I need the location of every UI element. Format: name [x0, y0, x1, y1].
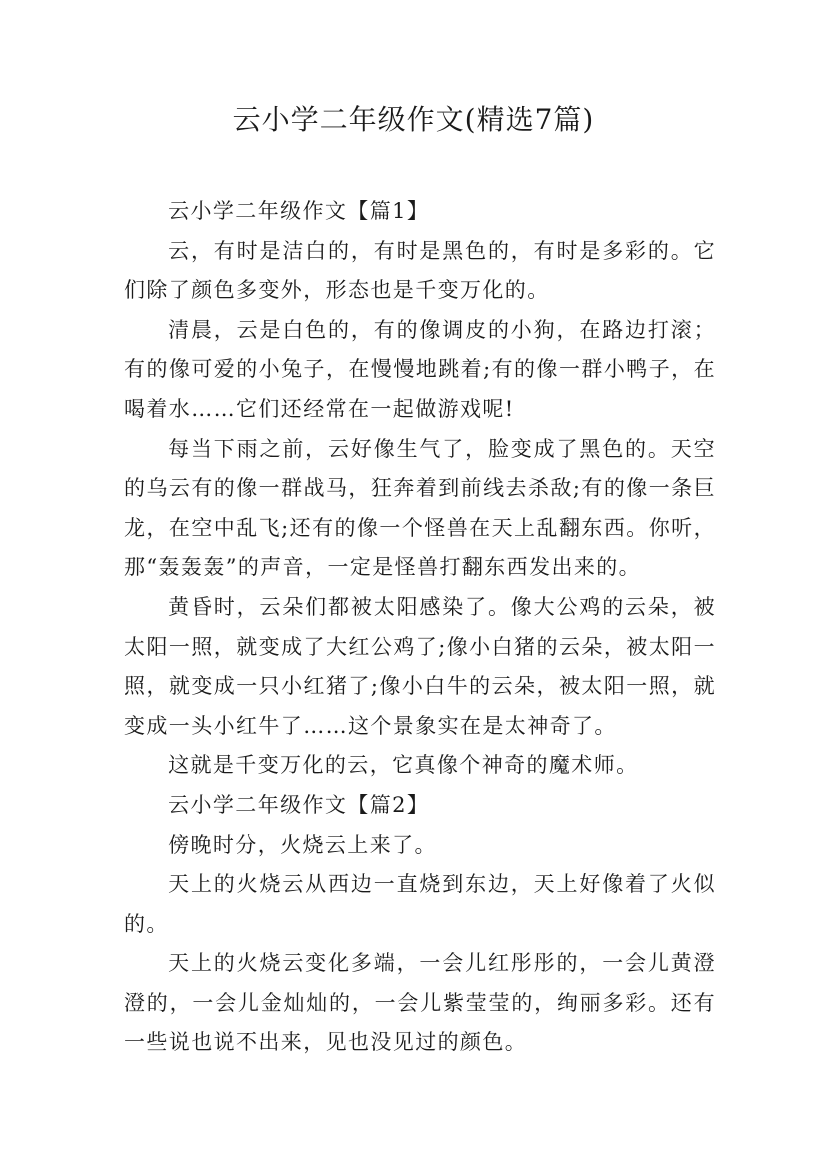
- section-heading-1: 云小学二年级作文【篇1】: [168, 199, 430, 223]
- document-title: 云小学二年级作文(精选7篇): [232, 103, 595, 136]
- paragraph: 每当下雨之前，云好像生气了，脸变成了黑色的。天空的乌云有的像一群战马，狂奔着到前线去杀敌;有的像一条巨龙，在空中乱飞;还有的像一个怪兽在天上乱翻东西。你听，那“轰轰轰”的声音，一定是怪兽打翻东西发出来的。: [124, 436, 716, 580]
- section-heading-2: 云小学二年级作文【篇2】: [168, 792, 430, 817]
- paragraph: 天上的火烧云从西边一直烧到东边，天上好像着了火似的。: [124, 872, 716, 936]
- paragraph: 傍晚时分，火烧云上来了。: [168, 832, 437, 857]
- paragraph: 这就是千变万化的云，它真像个神奇的魔术师。: [168, 753, 639, 778]
- paragraph: 清晨，云是白色的，有的像调皮的小狗，在路边打滚；有的像可爱的小兔子，在慢慢地跳着;有的像一群小鸭子，在喝着水……它们还经常在一起做游戏呢!: [124, 317, 716, 421]
- paragraph: 天上的火烧云变化多端，一会儿红彤彤的，一会儿黄澄澄的，一会儿金灿灿的，一会儿紫莹莹的，绚丽多彩。还有一些说也说不出来，见也没见过的颜色。: [124, 951, 716, 1055]
- paragraph: 黄昏时，云朵们都被太阳感染了。像大公鸡的云朵，被太阳一照，就变成了大红公鸡了;像小白猪的云朵，被太阳一照，就变成一只小红猪了;像小白牛的云朵，被太阳一照，就变成一头小红牛了……这个景象实在是太神奇了。: [124, 594, 716, 738]
- paragraph: 云，有时是洁白的，有时是黑色的，有时是多彩的。它们除了颜色多变外，形态也是千变万化的。: [124, 238, 716, 303]
- document-body: [124, 192, 716, 1063]
